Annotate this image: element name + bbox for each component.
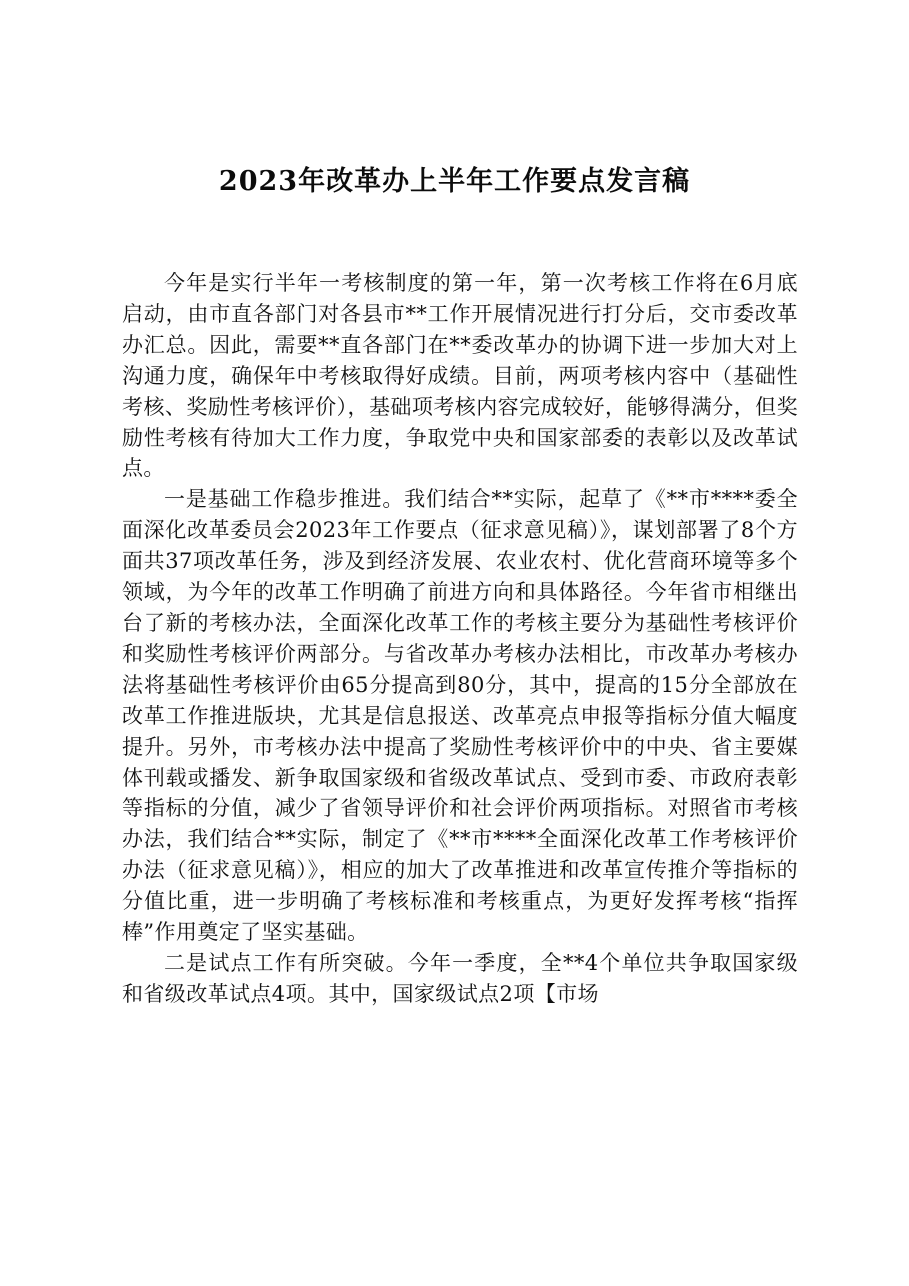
paragraph-basic-work: 一是基础工作稳步推进。我们结合**实际，起草了《**市****委全面深化改革委员会2023年工作要点（征求意见稿）》，谋划部署了8个方面共37项改革任务，涉及到经济发展、农业农村、优化营商环境等多个领域，为今年的改革工作明确了前进方向和具体路径。今年省市相继出台了新的考核办法，全面深化改革工作的考核主要分为基础性考核评价和奖励性考核评价两部分。与省改革办考核办法相比，市改革办考核办法将基础性考核评价由65分提高到80分，其中，提高的15分全部放在改革工作推进版块，尤其是信息报送、改革亮点申报等指标分值大幅度提升。另外，市考核办法中提高了奖励性考核评价中的中央、省主要媒体刊载或播发、新争取国家级和省级改革试点、受到市委、市政府表彰等指标的分值，减少了省领导评价和社会评价两项指标。对照省市考核办法，我们结合**实际，制定了《**市****全面深化改革工作考核评价办法（征求意见稿）》，相应的加大了改革推进和改革宣传推介等指标的分值比重，进一步明确了考核标准和考核重点，为更好发挥考核“指挥棒”作用奠定了坚实基础。	[122, 487, 798, 945]
paragraph-pilot-work: 二是试点工作有所突破。今年一季度，全**4个单位共争取国家级和省级改革试点4项。其中，国家级试点2项【市场	[122, 950, 798, 1006]
paragraph-intro: 今年是实行半年一考核制度的第一年，第一次考核工作将在6月底启动，由市直各部门对各县市**工作开展情况进行打分后，交市委改革办汇总。因此，需要**直各部门在**委改革办的协调下进一步加大对上沟通力度，确保年中考核取得好成绩。目前，两项考核内容中（基础性考核、奖励性考核评价），基础项考核内容完成较好，能够得满分，但奖励性考核有待加大工作力度，争取党中央和国家部委的表彰以及改革试点。	[122, 271, 798, 481]
document-body	[122, 268, 798, 1010]
document-title: 2023年改革办上半年工作要点发言稿	[218, 166, 691, 197]
